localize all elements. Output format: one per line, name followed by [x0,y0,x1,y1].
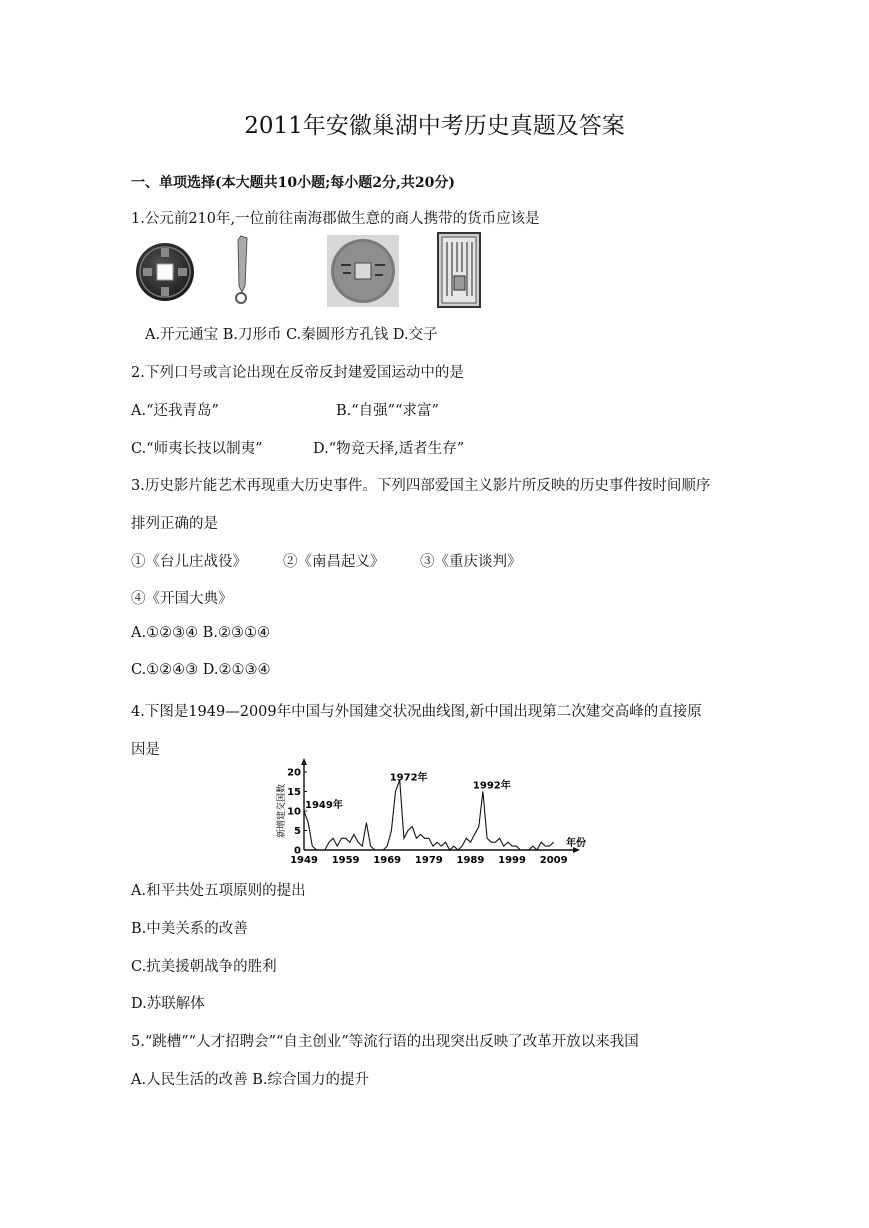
knife-money-image [229,234,253,306]
x-tick-label: 1969 [373,855,402,866]
question-1-stem: 1.公元前210年,一位前往南海郡做生意的商人携带的货币应该是 [131,211,540,227]
series-line [304,780,554,850]
question-3-film-4: ④《开国大典》 [131,591,233,607]
y-axis-arrow [301,758,307,765]
question-2-option-b: B.“自强”“求富” [336,403,439,419]
x-tick-label: 2009 [539,855,568,866]
question-5-stem: 5.“跳槽”“人才招聘会”“自主创业”等流行语的出现突出反映了改革开放以来我国 [131,1034,639,1050]
y-tick-label: 0 [294,845,301,857]
x-tick-label: 1979 [414,855,443,866]
currency-images [131,232,511,310]
y-tick-label: 10 [287,806,301,818]
chart-svg [276,760,596,870]
question-3-stem-line2: 排列正确的是 [131,516,218,532]
kaiyuan-coin-image [135,240,195,304]
question-1-options: A.开元通宝 B.刀形币 C.秦圆形方孔钱 D.交子 [145,327,438,343]
question-2-option-c: C.“师夷长技以制夷” [131,441,263,457]
diplomatic-relations-chart [276,760,596,870]
y-tick-label: 5 [294,826,301,837]
x-tick-label: 1999 [498,855,526,866]
question-2-stem: 2.下列口号或言论出现在反帝反封建爱国运动中的是 [131,365,464,381]
y-axis-label: 新增建交国数 [277,783,287,839]
peak-annotation: 1972年 [389,772,428,784]
document-title: 2011年安徽巢湖中考历史真题及答案 [244,113,625,139]
qin-coin-image [327,235,399,307]
question-3-options-ab: A.①②③④ B.②③①④ [131,625,270,641]
question-4-option-a: A.和平共处五项原则的提出 [131,883,306,899]
question-5-options-ab: A.人民生活的改善 B.综合国力的提升 [131,1072,369,1088]
question-4-stem-line1: 4.下图是1949—2009年中国与外国建交状况曲线图,新中国出现第二次建交高峰的直接原 [131,704,702,720]
y-tick-label: 15 [287,787,301,798]
question-2-option-a: A.“还我青岛” [131,403,219,419]
question-3-film-1: ①《台儿庄战役》 [131,554,247,570]
question-3-stem-line1: 3.历史影片能艺术再现重大历史事件。下列四部爱国主义影片所反映的历史事件按时间顺序 [131,478,711,494]
question-2-option-d: D.“物竞天择,适者生存” [313,441,465,457]
x-axis-label: 年份 [566,838,586,849]
question-3-film-3: ③《重庆谈判》 [420,554,522,570]
peak-annotation: 1949年 [305,800,343,811]
x-tick-label: 1959 [331,855,360,866]
question-4-option-d: D.苏联解体 [131,996,205,1012]
question-4-stem-line2: 因是 [131,742,160,758]
question-4-option-c: C.抗美援朝战争的胜利 [131,959,277,975]
peak-annotation: 1992年 [472,780,511,792]
x-tick-label: 1949 [290,855,318,866]
jiaozi-image [437,232,481,308]
section-heading: 一、单项选择(本大题共10小题;每小题2分,共20分) [131,175,455,191]
x-tick-label: 1989 [456,855,485,866]
question-4-option-b: B.中美关系的改善 [131,921,248,937]
y-tick-label: 20 [287,767,301,779]
question-3-film-2: ②《南昌起义》 [283,554,385,570]
question-3-options-cd: C.①②④③ D.②①③④ [131,662,271,678]
